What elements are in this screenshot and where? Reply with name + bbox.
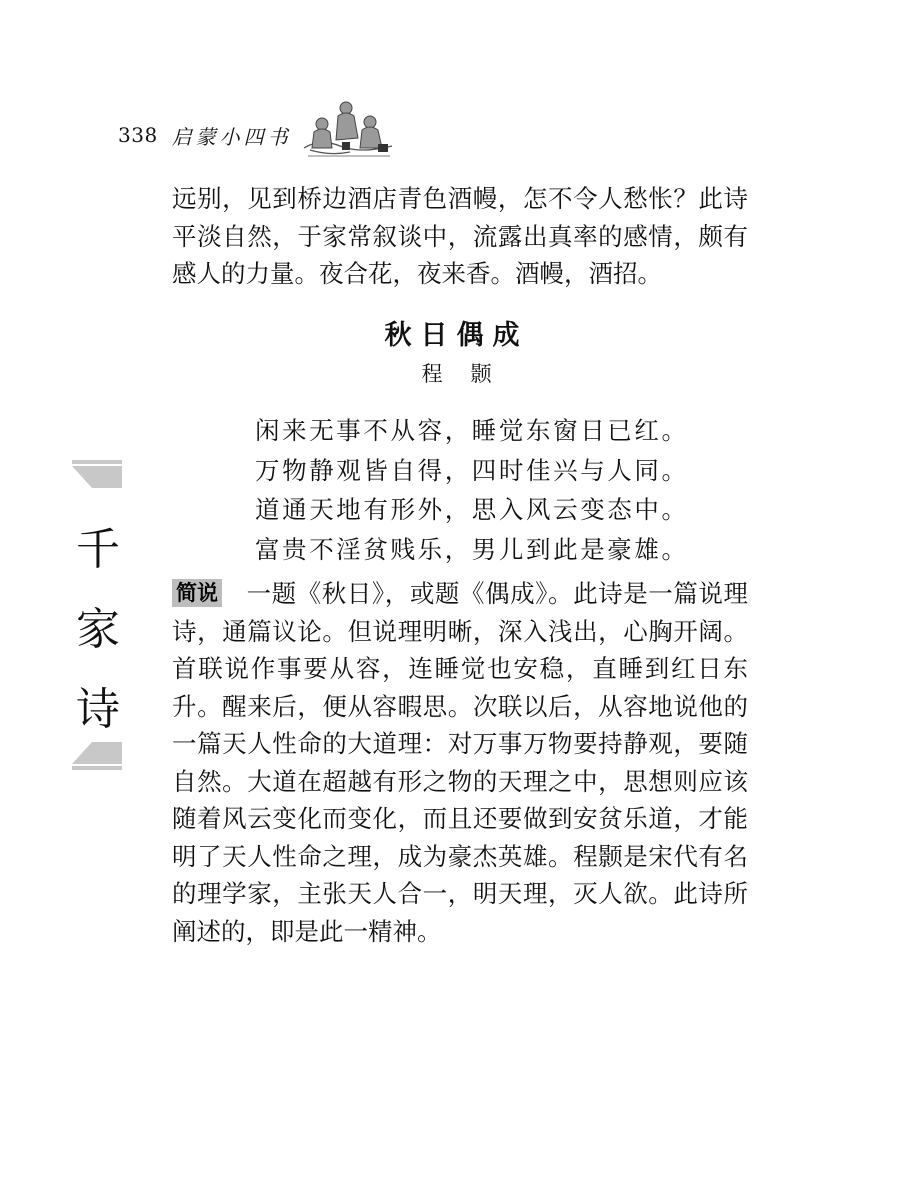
section-side-marker [72,460,124,770]
poem-line: 万物静观皆自得，四时佳兴与人同。 [255,455,689,485]
commentary-tag: 简说 [172,579,222,607]
commentary-paragraph [172,575,748,950]
bracket-top-icon [72,460,122,488]
poem-title: 秋日偶成 [384,320,529,351]
commentary-text: 一题《秋日》，或题《偶成》。此诗是一篇说理诗，通篇议论。但说理明晰，深入浅出，心胸开阔。首联说作事要从容，连睡觉也安稳，直睡到红日东升。醒来后，便从容暇思。次联以后，从容地说他的一篇天人性命的大道理：对万事万物要持静观，要随自然。大道在超越有形之物的天理之中，思想则应该随着风云变化而变化，而且还要做到安贫乐道，才能明了天人性命之理，成为豪杰英雄。程颢是宋代有名的理学家，主张天人合一，明天理，灭人欲。此诗所阐述的，即是此一精神。 [172,579,748,946]
scholars-illustration-icon [300,98,396,158]
poem-author: 程颢 [421,362,520,386]
poem-line: 道通天地有形外，思入风云变态中。 [255,495,689,524]
book-title: 启蒙小四书 [171,124,292,149]
side-title [72,510,124,750]
intro-paragraph: 远别，见到桥边酒店青色酒幔，怎不令人愁怅？此诗平淡自然，于家常叙谈中，流露出真率的感情，颇有感人的力量。夜合花，夜来香。酒幔，酒招。 [172,184,748,288]
page-number: 338 [118,123,158,147]
poem-line: 闲来无事不从容，睡觉东窗日已红。 [255,416,689,445]
side-char: 诗 [76,684,120,735]
poem-body [255,411,689,569]
poem-line: 富贵不淫贫贱乐，男儿到此是豪雄。 [255,534,689,564]
side-char: 家 [76,604,120,655]
side-char: 千 [76,524,120,575]
bracket-bottom-icon [72,742,122,770]
page-header [118,122,292,148]
